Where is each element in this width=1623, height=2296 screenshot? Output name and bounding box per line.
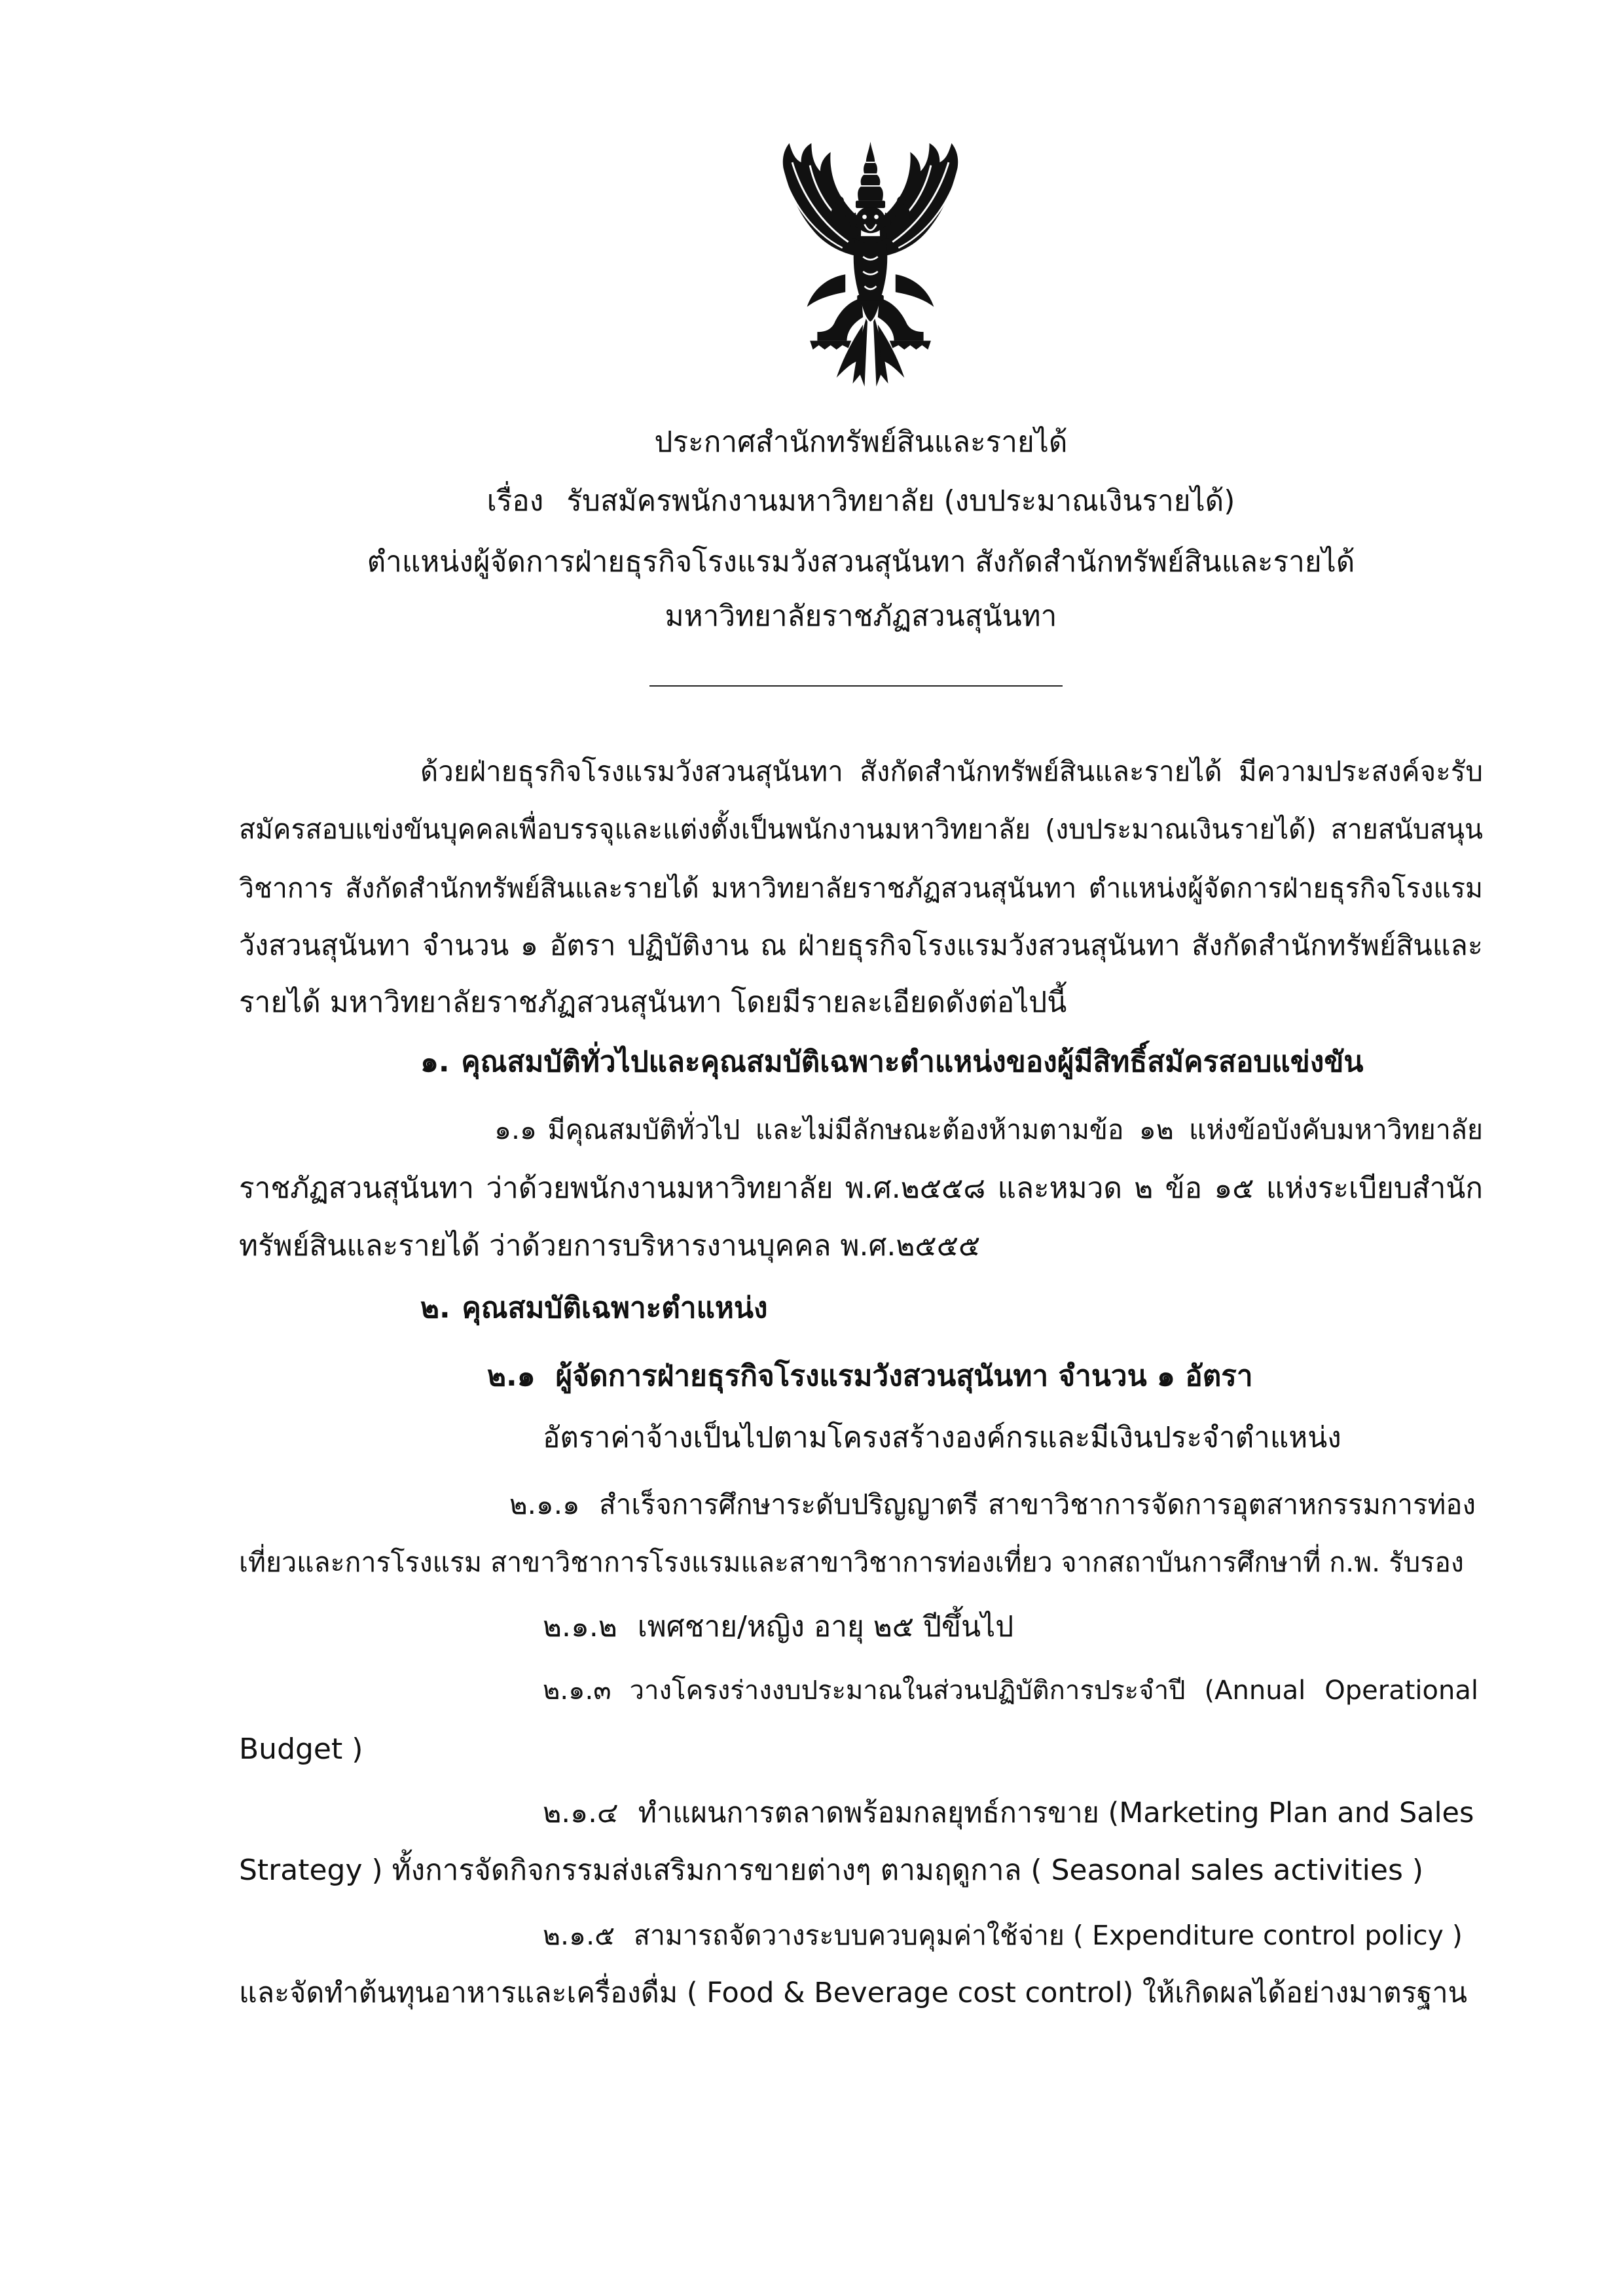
announcement-title: ประกาศสำนักทรัพย์สินและรายได้	[654, 425, 1068, 459]
item-2-1-5-line	[543, 1909, 1483, 1962]
section1-heading	[420, 1036, 1483, 1088]
item-number: ๒.๑.๑	[509, 1488, 580, 1520]
item-2-1-3-line: Budget )	[239, 1732, 363, 1766]
item-number: ๒.๑.๒	[543, 1610, 617, 1643]
position-2-1-heading	[487, 1350, 1483, 1403]
item-2-1-4-line	[543, 1787, 1483, 1839]
item-text: เพศชาย/หญิง อายุ ๒๕ ปีขึ้นไป	[637, 1610, 1014, 1643]
item-number: ๒.๑.๓	[543, 1676, 611, 1706]
section-number: ๒.	[420, 1291, 450, 1325]
intro-line: วังสวนสุนันทา จำนวน ๑ อัตรา ปฏิบัติงาน ณ ฝ่ายธุรกิจโรงแรมวังสวนสุนันทา สังกัดสำนักทรัพย์สินและ	[239, 929, 1483, 962]
title-divider	[649, 685, 1063, 687]
section2-heading	[420, 1282, 1483, 1335]
section-number: ๑.	[420, 1045, 450, 1079]
garuda-emblem	[775, 139, 966, 389]
intro-line: รายได้ มหาวิทยาลัยราชภัฏสวนสุนันทา โดยมีรายละเอียดดังต่อไปนี้	[239, 986, 1067, 1019]
item-2-1-1-line: เที่ยวและการโรงแรม สาขาวิชาการโรงแรมและสาขาวิชาการท่องเที่ยว จากสถาบันการศึกษาที่ ก.พ. รับรอง	[239, 1547, 1464, 1578]
item-text: มีคุณสมบัติทั่วไป และไม่มีลักษณะต้องห้ามตามข้อ ๑๒ แห่งข้อบังคับมหาวิทยาลัย	[547, 1114, 1483, 1145]
garuda-crown	[858, 142, 883, 201]
item-2-1-3-line	[543, 1664, 1478, 1717]
item-1-1-line: ราชภัฏสวนสุนันทา ว่าด้วยพนักงานมหาวิทยาลัย พ.ศ.๒๕๕๘ และหมวด ๒ ข้อ ๑๕ แห่งระเบียบสำนัก	[239, 1172, 1483, 1205]
intro-line: วิชาการ สังกัดสำนักทรัพย์สินและรายได้ มหาวิทยาลัยราชภัฏสวนสุนันทา ตำแหน่งผู้จัดการฝ่ายธุรกิจโรงแรม	[239, 872, 1483, 904]
item-number: ๑.๑	[494, 1114, 538, 1145]
position-heading-text: ผู้จัดการฝ่ายธุรกิจโรงแรมวังสวนสุนันทา จำนวน ๑ อัตรา	[555, 1359, 1253, 1393]
announcement-university: มหาวิทยาลัยราชภัฏสวนสุนันทา	[665, 600, 1057, 633]
item-1-1-line	[494, 1103, 1483, 1156]
item-2-1-4-line: Strategy ) ทั้งการจัดกิจกรรมส่งเสริมการขายต่างๆ ตามฤดูกาล ( Seasonal sales activities )	[239, 1854, 1424, 1887]
item-1-1-line: ทรัพย์สินและรายได้ ว่าด้วยการบริหารงานบุคคล พ.ศ.๒๕๕๕	[239, 1229, 981, 1263]
announcement-subject	[239, 475, 1483, 528]
item-2-1-1-line	[509, 1479, 1476, 1531]
rate-note: อัตราค่าจ้างเป็นไปตามโครงสร้างองค์กรและมีเงินประจำตำแหน่ง	[543, 1421, 1341, 1454]
section-heading-text: คุณสมบัติเฉพาะตำแหน่ง	[462, 1291, 768, 1325]
item-number: ๒.๑.๔	[543, 1797, 619, 1829]
item-number: ๒.๑.๕	[543, 1920, 615, 1951]
item-2-1-2-line	[543, 1601, 1483, 1653]
intro-line: สมัครสอบแข่งขันบุคคลเพื่อบรรจุและแต่งตั้งเป็นพนักงานมหาวิทยาลัย (งบประมาณเงินรายได้) สายสนับสนุน	[239, 814, 1483, 845]
item-2-1-5-line: และจัดทำต้นทุนอาหารและเครื่องดื่ม ( Food & Beverage cost control) ให้เกิดผลได้อย่างมาตรฐาน	[239, 1977, 1468, 2009]
announcement-position: ตำแหน่งผู้จัดการฝ่ายธุรกิจโรงแรมวังสวนสุนันทา สังกัดสำนักทรัพย์สินและรายได้	[367, 545, 1355, 579]
item-text: ทำแผนการตลาดพร้อมกลยุทธ์การขาย (Marketing Plan and Sales	[638, 1797, 1474, 1829]
garuda-head	[856, 207, 885, 234]
intro-line: ด้วยฝ่ายธุรกิจโรงแรมวังสวนสุนันทา สังกัดสำนักทรัพย์สินและรายได้ มีความประสงค์จะรับ	[420, 755, 1483, 787]
item-text: วางโครงร่างงบประมาณในส่วนปฏิบัติการประจำปี (Annual Operational	[629, 1676, 1478, 1706]
item-number: ๒.๑	[487, 1359, 536, 1393]
subject-text: รับสมัครพนักงานมหาวิทยาลัย (งบประมาณเงินรายได้)	[566, 484, 1235, 518]
item-text: สามารถจัดวางระบบควบคุมค่าใช้จ่าย ( Expenditure control policy )	[633, 1920, 1463, 1951]
subject-label: เรื่อง	[486, 484, 544, 518]
section-heading-text: คุณสมบัติทั่วไปและคุณสมบัติเฉพาะตำแหน่งของผู้มีสิทธิ์สมัครสอบแข่งขัน	[461, 1045, 1364, 1079]
item-text: สำเร็จการศึกษาระดับปริญญาตรี สาขาวิชาการจัดการอุตสาหกรรมการท่อง	[599, 1488, 1476, 1520]
